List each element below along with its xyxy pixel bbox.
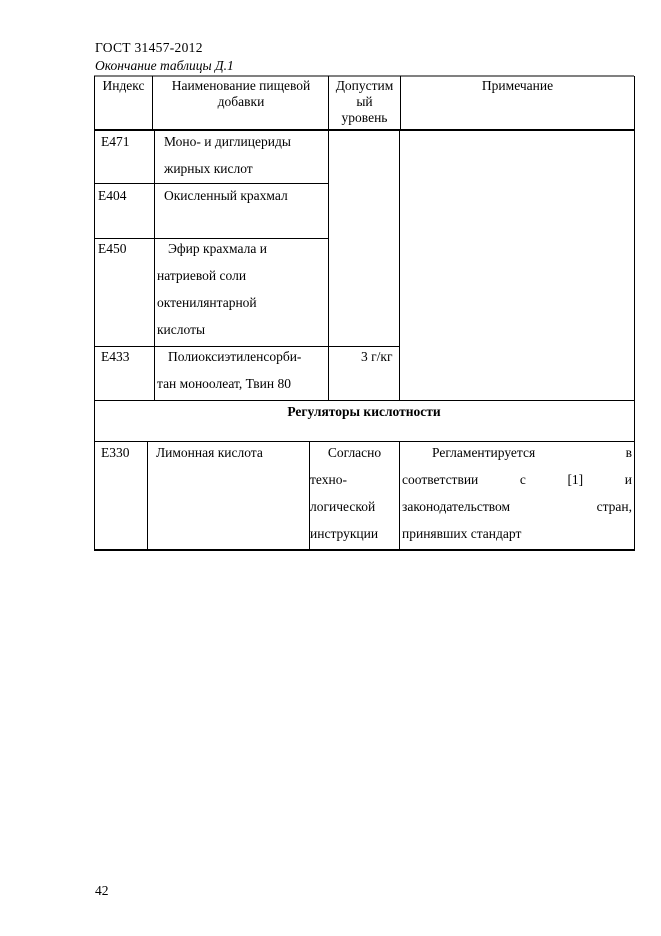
col-header-name: [153, 78, 329, 110]
table-caption: Окончание таблицы Д.1: [95, 58, 234, 73]
row-level-line: Согласно: [327, 445, 382, 460]
row-index: E330: [101, 445, 130, 460]
note-word: и: [624, 472, 632, 487]
row-level-line: инструкции: [310, 526, 379, 541]
row-note-line: принявших стандарт: [402, 526, 522, 541]
row-level-line: техно-: [310, 472, 347, 487]
col-header-level: [329, 78, 400, 126]
row-note-line: [402, 493, 632, 520]
row-index: E471: [101, 134, 130, 149]
row-index: E433: [101, 349, 130, 364]
row-name-line: Окисленный крахмал: [164, 188, 288, 203]
note-word: стран,: [596, 499, 632, 514]
col-header-index: Индекс: [102, 78, 145, 93]
note-word: соответствии: [402, 472, 479, 487]
row-name: Лимонная кислота: [156, 445, 263, 460]
row-name-line: кислоты: [157, 322, 206, 337]
row-name-line: Полиоксиэтиленсорби-: [168, 349, 302, 364]
row-name-line: Эфир крахмала и: [168, 241, 267, 256]
standard-number: ГОСТ 31457-2012: [95, 40, 203, 55]
row-name-line: жирных кислот: [164, 161, 253, 176]
note-word: [1]: [567, 472, 584, 487]
row-note-line: [432, 439, 632, 466]
row-index: E450: [98, 241, 127, 256]
row-level-line: логической: [310, 499, 376, 514]
col-header-level-line3: уровень: [341, 110, 388, 125]
row-name-line: Моно- и диглицериды: [164, 134, 291, 149]
col-header-name-line1: Наименование пищевой: [171, 78, 311, 93]
col-header-note: Примечание: [481, 78, 554, 93]
section-title: Регуляторы кислотности: [287, 404, 441, 419]
col-header-name-line2: добавки: [217, 94, 265, 109]
note-word: в: [625, 445, 632, 460]
row-level: 3 г/кг: [361, 349, 393, 364]
col-header-level-line2: ый: [356, 94, 373, 109]
row-note-line: [402, 466, 632, 493]
note-word: Регламентируется: [432, 445, 536, 460]
row-name-line: октенилянтарной: [157, 295, 257, 310]
row-name-line: натриевой соли: [157, 268, 247, 283]
note-word: законодательством: [402, 499, 511, 514]
page-number: 42: [95, 883, 109, 898]
row-index: E404: [98, 188, 127, 203]
note-word: с: [519, 472, 526, 487]
col-header-level-line1: Допустим: [335, 78, 394, 93]
row-name-line: тан моноолеат, Твин 80: [157, 376, 291, 391]
